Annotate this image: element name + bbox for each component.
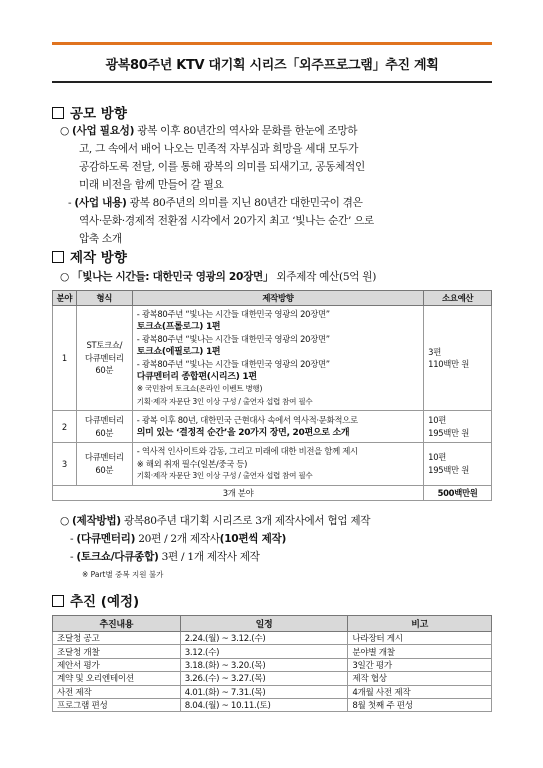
total-value: 500백만원 xyxy=(424,485,492,500)
method-b-label: (토크쇼/다큐종합) xyxy=(76,551,159,563)
budget-count: 10편 xyxy=(428,452,447,463)
necessity-label: (사업 필요성) xyxy=(72,125,135,137)
format-cell xyxy=(76,443,132,486)
task-cell: 사전 제작 xyxy=(53,685,181,698)
square-bullet-icon xyxy=(52,595,64,607)
direction-cell xyxy=(132,306,423,411)
date-cell: 4.01.(화) ~ 7.31.(목) xyxy=(180,685,348,698)
total-label: 3개 분야 xyxy=(53,485,424,500)
format-line: 60분 xyxy=(95,427,114,438)
date-cell: 2.24.(월) ~ 3.12.(수) xyxy=(180,632,348,645)
table-header-row xyxy=(53,291,492,306)
row-number: 3 xyxy=(53,443,77,486)
table-header-row xyxy=(53,616,492,632)
table-row xyxy=(53,645,492,658)
text-line: 압축 소개 xyxy=(79,233,122,245)
remark-cell: 4개월 사전 제작 xyxy=(348,685,492,698)
format-cell xyxy=(76,411,132,443)
col-header: 소요예산 xyxy=(424,291,492,306)
method-a-text: 20편 / 2개 제작사 xyxy=(135,533,220,545)
table-row xyxy=(53,698,492,711)
method-block: ○ (제작방법) 광복80주년 대기획 시리즈로 3개 제작사에서 협업 제작 - (다큐멘터리) 20편 / 2개 제작사(10편씩 제작) - (토크쇼/다큐종합) 3편 / 1개 제작사 제작 xyxy=(60,515,371,563)
method-note: ※ Part별 중복 지원 불가 xyxy=(82,570,164,579)
date-cell: 8.04.(월) ~ 10.11.(토) xyxy=(180,698,348,711)
circle-bullet-icon: ○ xyxy=(60,271,73,283)
section-heading-recruit: 공모 방향 xyxy=(52,102,127,122)
schedule-table xyxy=(52,615,492,712)
task-cell: 조달청 개찰 xyxy=(53,645,181,658)
date-cell: 3.12.(수) xyxy=(180,645,348,658)
section-heading-schedule: 추진 (예정) xyxy=(52,590,139,610)
direction-line: 기획·제작 자문단 3인 이상 구성 / 출연자 섭렵 참여 필수 xyxy=(136,396,313,406)
text-line: 미래 비전을 함께 만들어 갈 필요 xyxy=(79,179,224,191)
format-line: 다큐멘터리 xyxy=(84,415,124,425)
remark-cell: 8월 첫째 주 편성 xyxy=(348,698,492,711)
section-heading-production: 제작 방향 xyxy=(52,246,127,266)
method-text: 광복80주년 대기획 시리즈로 3개 제작사에서 협업 제작 xyxy=(120,515,371,527)
direction-line: - 광복80주년 “빛나는 시간들 대한민국 영광의 20장면” xyxy=(136,309,330,319)
remark-cell: 3일간 평가 xyxy=(348,658,492,671)
table-row xyxy=(53,632,492,645)
table-total-row xyxy=(53,485,492,500)
budget-cell xyxy=(424,411,492,443)
format-line: ST토크쇼/ xyxy=(86,340,123,351)
para-necessity: ○ (사업 필요성) 광복 이후 80년간의 역사와 문화를 한눈에 조망하 고, 그 속에서 배어 나오는 민족적 자부심과 희망을 세대 모두가 공감하도록 전달, 이를 통해 광복의 의미를 되새기고, 공동체적인 미래 비전을 함께 만들어 갈 필요 - (사업 내용) 광복 80주년의 의미를 지닌 80년간 대한민국이 겪은 역사·문화·경제적 전환점 시각에서 20가지 최고 ‘빛나는 순간’ 으로 압축 소개 xyxy=(60,122,495,248)
table-row xyxy=(53,658,492,671)
text-line: 공감하도록 전달, 이를 통해 광복의 의미를 되새기고, 공동체적인 xyxy=(79,161,365,173)
text-line: 광복 80주년의 의미를 지닌 80년간 대한민국이 겪은 xyxy=(126,197,363,209)
direction-line: 토크쇼(에필로그) 1편 xyxy=(136,346,221,357)
direction-cell xyxy=(132,411,423,443)
table-row xyxy=(53,411,492,443)
col-header: 제작방향 xyxy=(132,291,423,306)
method-label: (제작방법) xyxy=(72,515,121,527)
format-cell xyxy=(76,306,132,411)
budget-table xyxy=(52,290,492,501)
direction-line: ※ 해외 취재 필수(일본/중국 등) xyxy=(136,458,248,469)
square-bullet-icon xyxy=(52,107,64,119)
task-cell: 프로그램 편성 xyxy=(53,698,181,711)
title-bar xyxy=(52,42,492,83)
budget-cell xyxy=(424,443,492,486)
circle-bullet-icon: ○ xyxy=(60,125,73,137)
row-number: 1 xyxy=(53,306,77,411)
table-row xyxy=(53,685,492,698)
col-header: 비고 xyxy=(348,616,492,632)
col-header: 일정 xyxy=(180,616,348,632)
program-name: 「빛나는 시간들: 대한민국 영광의 20장면」 xyxy=(72,271,274,283)
remark-cell: 제작 협상 xyxy=(348,672,492,685)
col-header: 형식 xyxy=(76,291,132,306)
text-line: 고, 그 속에서 배어 나오는 민족적 자부심과 희망을 세대 모두가 xyxy=(79,143,359,155)
date-cell: 3.18.(화) ~ 3.20.(목) xyxy=(180,658,348,671)
budget-count: 3편 xyxy=(428,346,441,357)
task-cell: 조달청 공고 xyxy=(53,632,181,645)
content-label: (사업 내용) xyxy=(74,197,127,209)
page-title: 광복80주년 KTV 대기획 시리즈「외주프로그램」추진 계획 xyxy=(105,58,439,73)
direction-cell xyxy=(132,443,423,486)
format-line: 다큐멘터리 xyxy=(84,452,124,463)
text-line: 광복 이후 80년간의 역사와 문화를 한눈에 조망하 xyxy=(134,125,358,137)
budget-subtitle xyxy=(60,268,376,286)
direction-line: 다큐멘터리 종합편(시리즈) 1편 xyxy=(136,371,257,382)
table-row xyxy=(53,672,492,685)
budget-count: 10편 xyxy=(428,415,447,425)
method-a-note: (10편씩 제작) xyxy=(219,533,287,545)
method-a-label: (다큐멘터리) xyxy=(76,533,136,545)
direction-line: - 광복80주년 “빛나는 시간들 대한민국 영광의 20장면” xyxy=(136,359,330,369)
task-cell: 제안서 평가 xyxy=(53,658,181,671)
budget-amount: 195백만 원 xyxy=(428,464,469,475)
format-line: 60분 xyxy=(95,464,114,475)
direction-line: ※ 국민참여 토크쇼(온라인 이벤트 병행) xyxy=(136,384,263,393)
text-line: 역사·문화·경제적 전환점 시각에서 20가지 최고 ‘빛나는 순간’ 으로 xyxy=(79,215,374,227)
direction-line: 기획·제작 자문단 3인 이상 구성 / 출연자 섭렵 참여 필수 xyxy=(136,471,313,480)
row-number: 2 xyxy=(53,411,77,443)
direction-line: - 역사적 인사이트와 감동, 그리고 미래에 대한 비전을 함께 제시 xyxy=(136,446,358,456)
direction-line: 의미 있는 ‘결정적 순간’을 20가지 장면, 20편으로 소개 xyxy=(136,427,350,438)
budget-amount: 195백만 원 xyxy=(428,427,469,438)
date-cell: 3.26.(수) ~ 3.27.(목) xyxy=(180,672,348,685)
col-header: 분야 xyxy=(53,291,77,306)
budget-amount: 110백만 원 xyxy=(428,359,469,369)
direction-line: - 광복80주년 “빛나는 시간들 대한민국 영광의 20장면” xyxy=(136,334,330,344)
table-row xyxy=(53,306,492,411)
method-b-text: 3편 / 1개 제작사 제작 xyxy=(158,551,260,563)
direction-line: 토크쇼(프롤로그) 1편 xyxy=(136,321,221,332)
format-line: 다큐멘터리 xyxy=(84,352,124,363)
remark-cell: 분야별 개찰 xyxy=(348,645,492,658)
circle-bullet-icon: ○ xyxy=(60,515,73,527)
budget-note: 외주제작 예산(5억 원) xyxy=(273,271,377,283)
task-cell: 계약 및 오리엔테이션 xyxy=(53,672,181,685)
direction-line: - 광복 이후 80년, 대한민국 근현대사 속에서 역사적·문화적으로 xyxy=(136,415,358,425)
budget-cell xyxy=(424,306,492,411)
col-header: 추진내용 xyxy=(53,616,181,632)
square-bullet-icon xyxy=(52,251,64,263)
table-row xyxy=(53,443,492,486)
remark-cell: 나라장터 게시 xyxy=(348,632,492,645)
format-line: 60분 xyxy=(95,365,114,376)
